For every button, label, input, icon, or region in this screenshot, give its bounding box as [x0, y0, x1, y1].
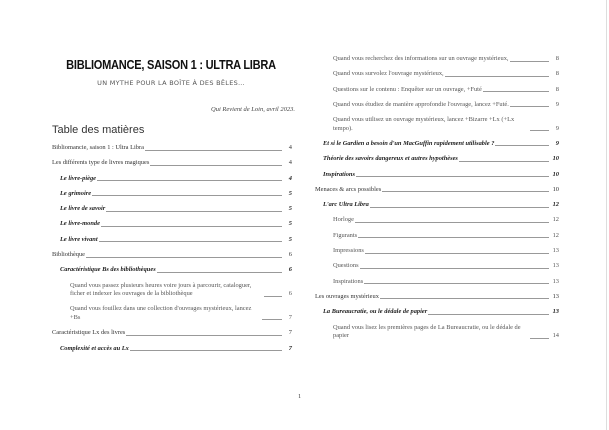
toc-leader-line: [106, 211, 282, 212]
toc-entry-page: 5: [288, 205, 292, 213]
toc-entry-title: Les ouvrages mystérieux: [315, 292, 379, 300]
toc-leader-line: [355, 222, 549, 223]
right-page: [305, 0, 609, 430]
toc-entry-page: 12: [552, 201, 559, 209]
toc-entry[interactable]: [52, 205, 292, 214]
toc-entry-page: 13: [552, 292, 559, 300]
page-edge: [606, 0, 607, 430]
toc-leader-line: [364, 283, 549, 284]
toc-leader-line: [483, 91, 549, 92]
toc-entry-page: 13: [552, 277, 559, 285]
toc-entry-page: 12: [552, 216, 559, 224]
author-line: Qui Revient de Loin, avril 2023.: [211, 106, 295, 113]
toc-entry-title: Bibliothèque: [52, 251, 86, 259]
toc-leader-line: [530, 338, 549, 339]
toc-entry[interactable]: [315, 171, 559, 180]
toc-entry[interactable]: [315, 155, 559, 164]
toc-entry[interactable]: [315, 262, 559, 271]
document-subtitle: UN MYTHE POUR LA BOÎTE À DES BÊLES…: [97, 79, 245, 87]
toc-leader-line: [150, 165, 282, 166]
toc-entry[interactable]: [315, 232, 559, 241]
toc-entry-page: 13: [552, 308, 559, 316]
toc-entry[interactable]: [52, 220, 292, 229]
toc-entry-title: Le livre de savoir: [60, 205, 106, 213]
toc-leader-line: [358, 237, 549, 238]
toc-entry-page: 13: [552, 262, 559, 270]
toc-entry-title: Menaces & arcs possibles: [315, 185, 382, 193]
toc-leader-line: [510, 106, 549, 107]
toc-entry[interactable]: [315, 308, 559, 317]
toc-entry[interactable]: [52, 236, 292, 245]
toc-entry-page: 7: [288, 313, 292, 321]
toc-entry-title: Questions: [333, 262, 359, 270]
document-title: BIBLIOMANCE, SAISON 1 : ULTRA LIBRA: [66, 57, 276, 72]
toc-leader-line: [86, 257, 282, 258]
toc-entry-title: Inspirations: [323, 170, 355, 178]
toc-list-right: [315, 55, 559, 347]
toc-entry-page: 7: [288, 329, 292, 337]
toc-entry-page: 5: [288, 220, 292, 228]
toc-entry-page: 9: [555, 139, 559, 147]
toc-entry-title: Le grimoire: [60, 189, 92, 197]
toc-entry-title: Quand vous survolez l'ouvrage mystérieux,: [333, 70, 444, 78]
toc-entry-title: Le livre vivant: [60, 235, 98, 243]
toc-entry-title: Inspirations: [333, 277, 364, 285]
toc-leader-line: [92, 195, 282, 196]
toc-entry[interactable]: [315, 86, 559, 95]
toc-entry-page: 6: [288, 290, 292, 298]
toc-entry-page: 4: [288, 174, 292, 182]
toc-leader-line: [510, 61, 549, 62]
toc-entry[interactable]: [315, 55, 559, 64]
toc-entry-page: 5: [288, 189, 292, 197]
toc-entry[interactable]: [315, 116, 559, 133]
toc-entry[interactable]: [315, 101, 559, 110]
toc-entry-title: La Bureaucratie, ou le dédale de papier: [323, 308, 428, 316]
toc-entry-title: Questions sur le contenu : Enquêter sur un ouvrage, +Futé: [333, 85, 482, 93]
toc-entry-page: 4: [288, 159, 292, 167]
toc-entry-title: Quand vous recherchez des informations sur un ouvrage mystérieux,: [333, 55, 509, 62]
toc-entry-title: Et si le Gardien a besoin d'un MacGuffin rapidement utilisable ?: [323, 139, 495, 147]
toc-entry[interactable]: [315, 201, 559, 210]
toc-entry-page: 10: [552, 185, 559, 193]
toc-entry-page: 8: [555, 85, 559, 93]
toc-list-left: [52, 144, 292, 360]
toc-leader-line: [428, 314, 549, 315]
toc-entry[interactable]: [315, 140, 559, 149]
toc-leader-line: [99, 241, 282, 242]
toc-leader-line: [97, 180, 282, 181]
toc-entry[interactable]: [52, 345, 292, 354]
toc-entry[interactable]: [52, 251, 292, 260]
toc-entry-title: Caractéristique Lx des livres: [52, 329, 126, 337]
toc-entry[interactable]: [315, 293, 559, 302]
toc-entry[interactable]: [315, 70, 559, 79]
toc-leader-line: [262, 319, 282, 320]
page-number: 1: [298, 393, 302, 400]
toc-entry[interactable]: [52, 190, 292, 199]
toc-entry-page: 13: [552, 247, 559, 255]
toc-entry-title: Bibliomancie, saison 1 : Ultra Libra: [52, 144, 144, 151]
toc-leader-line: [145, 150, 282, 151]
toc-leader-line: [126, 335, 282, 336]
toc-entry-title: L'arc Ultra Libra: [323, 201, 369, 209]
toc-leader-line: [101, 226, 282, 227]
toc-entry-page: 6: [288, 251, 292, 259]
toc-entry[interactable]: [52, 282, 292, 299]
toc-leader-line: [370, 207, 549, 208]
toc-entry[interactable]: [52, 144, 292, 153]
toc-leader-line: [445, 76, 549, 77]
toc-leader-line: [356, 176, 549, 177]
toc-entry[interactable]: [315, 216, 559, 225]
toc-entry-title: Théorie des savoirs dangereux et autres hypothèses: [323, 155, 458, 163]
toc-entry-page: 9: [555, 100, 559, 108]
toc-entry-title: Quand vous passez plusieurs heures voire jours à parcourir, cataloguer, ficher et indexer les ouvrages de la bibliothèque: [70, 281, 252, 298]
toc-entry-title: Horloge: [333, 216, 354, 224]
toc-entry[interactable]: [315, 186, 559, 195]
toc-entry-title: Quand vous fouillez dans une collection d'ouvrages mystérieux, lancez +Bs: [70, 305, 252, 321]
toc-entry[interactable]: [315, 247, 559, 256]
toc-entry-page: 12: [552, 231, 559, 239]
toc-entry[interactable]: [52, 329, 292, 338]
toc-entry-page: 7: [288, 344, 292, 352]
toc-entry[interactable]: [52, 305, 292, 322]
toc-entry-page: 8: [555, 55, 559, 62]
toc-entry-page: 6: [288, 266, 292, 274]
toc-entry-title: Le livre-monde: [60, 220, 100, 228]
toc-heading: Table des matières: [52, 124, 145, 136]
toc-entry[interactable]: [315, 324, 559, 341]
toc-entry-title: Figurants: [333, 231, 358, 239]
toc-leader-line: [365, 253, 549, 254]
toc-entry-page: 9: [555, 124, 559, 132]
toc-entry-title: Quand vous utilisez un ouvrage mystérieux, lancez +Bizarre +Lx (+Lx tempo).: [333, 116, 515, 132]
toc-entry-page: 5: [288, 235, 292, 243]
toc-entry-page: 14: [552, 332, 559, 340]
toc-leader-line: [380, 298, 549, 299]
toc-leader-line: [530, 130, 549, 131]
toc-entry-page: 8: [555, 70, 559, 78]
toc-entry-page: 10: [552, 155, 559, 163]
toc-entry[interactable]: [315, 278, 559, 287]
toc-leader-line: [130, 350, 282, 351]
toc-entry[interactable]: [52, 175, 292, 184]
toc-leader-line: [495, 145, 549, 146]
toc-entry-page: 10: [552, 170, 559, 178]
toc-leader-line: [382, 191, 549, 192]
toc-entry[interactable]: [52, 159, 292, 168]
toc-leader-line: [360, 268, 549, 269]
toc-entry-title: Le livre-piège: [60, 174, 97, 182]
toc-entry-title: Quand vous étudiez de manière approfondie l'ouvrage, lancez +Futé.: [333, 100, 509, 108]
toc-entry-title: Impressions: [333, 247, 364, 255]
toc-leader-line: [157, 272, 282, 273]
toc-leader-line: [264, 296, 282, 297]
toc-entry[interactable]: [52, 266, 292, 275]
toc-entry-title: Les différents type de livres magiques: [52, 159, 150, 167]
toc-leader-line: [459, 161, 549, 162]
toc-entry-title: Quand vous lisez les premières pages de La Bureaucratie, ou le dédale de papier: [333, 323, 521, 340]
toc-entry-page: 4: [288, 144, 292, 151]
toc-entry-title: Caractéristique Bs des bibliothèques: [60, 266, 156, 274]
toc-entry-title: Complexité et accès au Lx: [60, 344, 129, 352]
